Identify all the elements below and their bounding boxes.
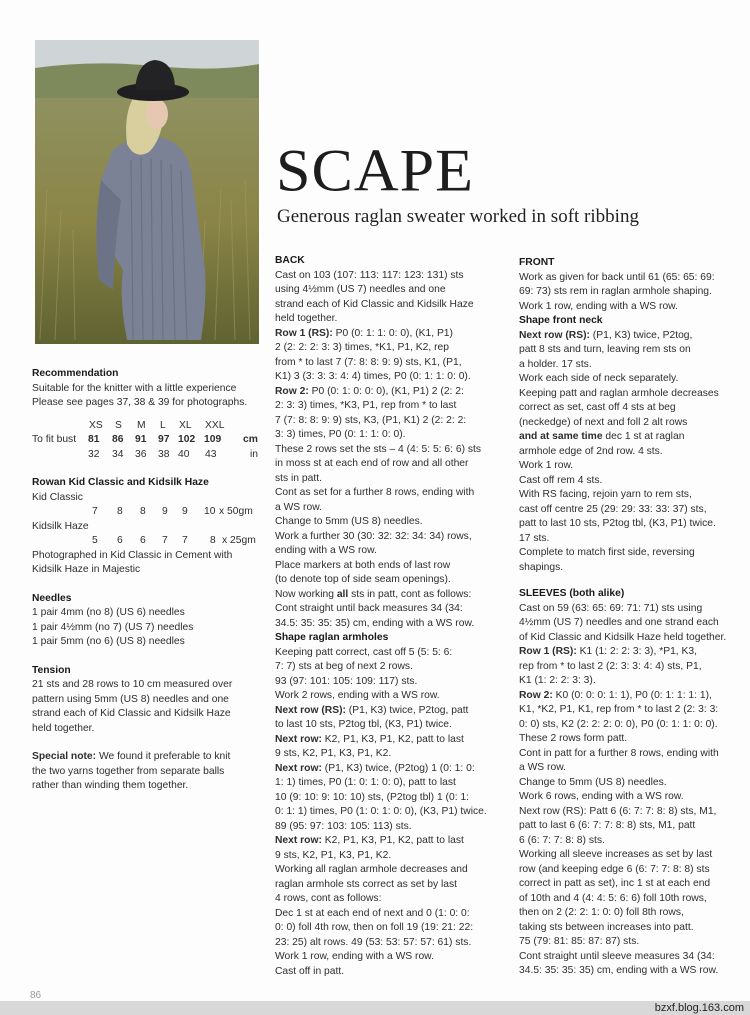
front-line: Work each side of neck separately. [519,373,679,384]
tension-line: strand each of Kid Classic and Kidsilk Haze [32,708,231,719]
back-line: 34.5: 35: 35: 35) cm, ending with a WS row. [275,617,475,629]
row-label: Row 1 (RS): [519,646,577,657]
back-line: Keeping patt correct, cast off 5 (5: 5: 6: [275,646,453,658]
front-sleeves-column [519,256,731,979]
bust-in-value: 34 [112,448,124,460]
front-line: 17 sts. [519,532,550,544]
page-number: 86 [30,990,42,1001]
tension-heading: Tension [32,664,71,676]
text-bold: all [336,588,349,600]
text: sts in patt, cont as follows: [348,588,472,600]
sleeve-line: Change to 5mm (US 8) needles. [519,776,667,788]
back-line: raglan armhole sts correct as set by last [275,878,457,890]
materials-column [32,367,266,794]
size-label: L [160,419,166,431]
watermark-bar [0,1001,750,1015]
back-line: 9 sts, K2, P1, K3, P1, K2. [275,748,392,759]
row-label: Next row: [275,762,322,774]
back-line: Cont as set for a further 8 rows, ending with [275,487,475,498]
back-line: using 4½mm (US 7) needles and one [275,284,446,295]
row-text: (P1, K3) twice, P2tog, patt [345,704,469,716]
sleeve-line: 75 (79: 81: 85: 87: 87) sts. [519,936,640,947]
front-heading: FRONT [519,257,555,268]
sleeve-line: These 2 rows form patt. [519,733,628,744]
amount-unit: x 25gm [222,535,256,546]
front-line: Complete to match first side, reversing [519,547,695,558]
shape-raglan-heading: Shape raglan armholes [275,632,389,643]
kid-classic-label: Kid Classic [32,491,83,503]
photo-note: Photographed in Kid Classic in Cement with [32,549,233,561]
back-line: in moss st at each end of row and all other [275,458,469,469]
row-text: dec 1 st at raglan [602,431,685,442]
back-line: Work 2 rows, ending with a WS row. [275,690,440,701]
bust-in-row [32,448,266,463]
back-line: Cast off in patt. [275,965,345,977]
sleeve-line: 0: 0) sts, K2 (2: 2: 2: 0: 0), P0 (0: 1: 1: 0: 0). [519,718,718,730]
back-line: 3: 3) times, P0 (0: 1: 1: 0: 0). [275,429,406,440]
bust-cm-value: 109 [204,434,222,445]
front-line: shapings. [519,561,564,573]
amount: 7 [162,535,168,546]
back-line: a WS row. [275,501,322,513]
sleeve-line: 4½mm (US 7) needles and one strand each [519,617,719,628]
sleeve-line: rep from * to last 2 (2: 3: 3: 4: 4) sts, P1, [519,660,702,672]
back-line: 4 rows, cont as follows: [275,893,382,904]
amount: 6 [140,535,146,546]
back-row2 [275,385,508,400]
page-subtitle: Generous raglan sweater worked in soft ribbing [277,206,639,227]
back-line: from * to last 7 (7: 8: 8: 9: 9) sts, K1, (P1, [275,356,462,368]
cm-unit: cm [243,434,258,445]
back-line: K1) 3 (3: 3: 3: 4: 4) times, P0 (0: 1: 1: 0: 0). [275,371,471,382]
recommendation-line: Please see pages 37, 38 & 39 for photographs. [32,397,248,408]
back-column [275,254,508,979]
sleeve-line: 6 (6: 7: 7: 8: 8) sts. [519,834,605,846]
back-row1 [275,327,508,342]
back-line: ending with a WS row. [275,545,377,556]
amount: 6 [117,535,123,546]
size-labels-row [32,419,266,434]
same-time [519,430,731,445]
back-line: Change to 5mm (US 8) needles. [275,516,423,527]
bust-in-value: 40 [178,448,190,460]
amount: 8 [140,506,146,517]
back-all-sts [275,588,508,603]
shape-neck-heading: Shape front neck [519,315,603,326]
special-note-label: Special note: [32,751,97,762]
sleeve-line: correct in patt as set), inc 1 st at each end [519,878,711,889]
size-label: XL [179,419,192,431]
front-line: 69: 73) sts rem in raglan armhole shaping. [519,286,712,297]
bust-cm-value: 81 [88,434,100,445]
next-row [275,733,508,748]
sleeve-line: patt to last 6 (6: 7: 7: 8: 8) sts, M1, patt [519,820,696,831]
recommendation-line: Suitable for the knitter with a little experience [32,382,237,394]
row-label: Row 2: [275,385,309,397]
back-line: 0: 1: 1) times, P0 (1: 0: 1: 0: 0), (K3, P1) twice. [275,806,487,817]
sleeve-line: then on 2 (2: 2: 1: 0: 0) foll 8th rows, [519,907,684,918]
back-line: 2: 3: 3) times, *K3, P1, rep from * to last [275,400,457,411]
amount: 5 [92,535,98,546]
sleeve-row1 [519,645,731,660]
bust-in-value: 38 [158,448,170,460]
row-text: P0 (0: 1: 0: 0: 0), (K1, P1) 2 (2: 2: [308,385,464,397]
photo-note: Kidsilk Haze in Majestic [32,564,141,575]
front-line: patt to last 10 sts, P2tog tbl, (K3, P1) twice. [519,518,716,529]
text: Now working [275,588,337,600]
sleeves-heading: SLEEVES (both alike) [519,588,625,599]
back-heading: BACK [275,255,305,266]
back-line: Dec 1 st at each end of next and 0 (1: 0: 0: [275,907,470,919]
back-line: 0: 0) foll 4th row, then on foll 19 (19: 21: 22: [275,922,474,933]
special-note [32,750,266,765]
bust-in-value: 32 [88,448,100,460]
sleeve-line: Cast on 59 (63: 65: 69: 71: 71) sts using [519,602,703,614]
front-line: a holder. 17 sts. [519,358,592,370]
next-row [275,834,508,849]
sleeve-row2 [519,689,731,704]
tension-line: held together. [32,722,95,734]
row-label: Next row (RS): [519,329,590,341]
back-line: 93 (97: 101: 105: 109: 117) sts. [275,675,418,687]
bust-cm-value: 91 [135,434,147,445]
front-line: armhole edge of 2nd row. 4 sts. [519,445,663,457]
amount: 8 [210,535,216,546]
size-label: XS [89,419,103,431]
sleeve-line: 34.5: 35: 35: 35) cm, ending with a WS row. [519,965,719,976]
size-label: S [115,419,122,431]
special-note-text: We found it preferable to knit [96,751,231,762]
next-row [275,704,508,719]
front-line: (neckedge) of next and foll 2 alt rows [519,416,688,428]
back-line: 23: 25) alt rows. 49 (53: 53: 57: 57: 61) sts. [275,936,472,948]
front-line: correct as set, cast off 4 sts at beg [519,402,676,413]
back-line: 1: 1) times, P0 (1: 0: 1: 0: 0), patt to last [275,777,456,788]
back-line: 7: 7) sts at beg of next 2 rows. [275,661,413,672]
model-photo [35,40,259,344]
back-line: 2 (2: 2: 2: 3: 3) times, *K1, P1, K2, rep [275,342,449,353]
needle-line: 1 pair 4½mm (no 7) (US 7) needles [32,621,194,633]
sleeve-line: row (and keeping edge 6 (6: 7: 7: 8: 8) sts [519,863,710,875]
yarn-heading: Rowan Kid Classic and Kidsilk Haze [32,477,209,488]
front-line: patt 8 sts and turn, leaving rem sts on [519,344,691,355]
row-label: and at same time [519,431,603,442]
front-line: cast off centre 25 (29: 29: 33: 33: 37) sts, [519,503,707,515]
watermark-text: bzxf.blog.163.com [654,1002,744,1014]
bust-in-value: 43 [205,448,217,460]
row-label: Next row: [275,733,322,745]
row-text: K2, P1, K3, P1, K2, patt to last [321,733,464,745]
amount: 10 [204,506,216,517]
fit-bust-label: To fit bust [32,434,77,445]
amount: 7 [182,535,188,546]
kidsilk-amounts [32,534,266,549]
special-note-line: rather than winding them together. [32,780,189,791]
next-row [519,329,731,344]
back-line: 10 (9: 10: 9: 10: 10) sts, (P2tog tbl) 1 (0: 1: [275,791,470,803]
page-title: SCAPE [276,137,474,205]
row-text: P0 (0: 1: 1: 0: 0), (K1, P1) [332,327,453,339]
sleeve-line: Cont in patt for a further 8 rows, ending with [519,747,719,759]
back-line: (to denote top of side seam openings). [275,574,451,585]
front-line: Keeping patt and raglan armhole decreases [519,387,719,399]
kidsilk-label: Kidsilk Haze [32,520,89,532]
recommendation-heading: Recommendation [32,368,119,379]
row-text: K2, P1, K3, P1, K2, patt to last [321,835,464,846]
special-note-line: the two yarns together from separate balls [32,765,225,777]
front-line: Work as given for back until 61 (65: 65: 69: [519,271,715,283]
amount: 9 [162,506,168,517]
back-line: 7 (7: 8: 8: 9: 9) sts, K3, (P1, K1) 2 (2: 2: 2: [275,414,467,426]
kid-classic-amounts [32,505,266,520]
bust-cm-value: 86 [112,434,124,445]
row-label: Row 2: [519,689,553,701]
row-label: Next row: [275,835,322,846]
in-unit: in [250,448,259,460]
back-line: sts in patt. [275,472,322,484]
bust-cm-value: 97 [158,434,170,445]
row-label: Next row (RS): [275,704,346,716]
back-line: These 2 rows set the sts – 4 (4: 5: 5: 6: 6) sts [275,443,482,455]
sleeve-line: of 10th and 4 (4: 4: 5: 6: 6) foll 10th rows, [519,892,707,904]
row-text: (P1, K3) twice, P2tog, [589,329,693,341]
sleeve-line: of Kid Classic and Kidsilk Haze held together. [519,631,727,643]
row-text: (P1, K3) twice, (P2tog) 1 (0: 1: 0: [321,762,475,774]
back-line: Cont straight until back measures 34 (34: [275,603,463,614]
front-line: Work 1 row, ending with a WS row. [519,300,678,312]
size-label: M [137,419,146,431]
sleeve-line: K1 (1: 2: 2: 3: 3). [519,675,596,686]
bust-in-value: 36 [135,448,147,460]
back-line: 9 sts, K2, P1, K3, P1, K2. [275,849,392,861]
size-label: XXL [205,419,225,431]
back-line: 89 (95: 97: 103: 105: 113) sts. [275,820,412,832]
sleeve-line: Working all sleeve increases as set by last [519,849,713,860]
back-line: Work a further 30 (30: 32: 32: 34: 34) rows, [275,530,472,542]
back-line: Cast on 103 (107: 113: 117: 123: 131) sts [275,269,464,281]
next-row [275,762,508,777]
amount: 8 [117,506,123,517]
bust-cm-row [32,433,266,448]
back-line: held together. [275,313,338,324]
needles-heading: Needles [32,592,72,604]
back-line: strand each of Kid Classic and Kidsilk Haze [275,298,474,310]
sleeve-line: K1, *K2, P1, K1, rep from * to last 2 (2: 3: 3: [519,704,719,715]
back-line: Work 1 row, ending with a WS row. [275,951,434,962]
tension-line: pattern using 5mm (US 8) needles and one [32,693,229,705]
amount-unit: x 50gm [219,506,253,517]
tension-line: 21 sts and 28 rows to 10 cm measured over [32,679,233,690]
bust-cm-value: 102 [178,434,196,445]
row-text: K1 (1: 2: 2: 3: 3), *P1, K3, [576,646,697,657]
sleeve-line: Work 6 rows, ending with a WS row. [519,791,684,802]
amount: 7 [92,506,98,517]
needle-line: 1 pair 5mm (no 6) (US 8) needles [32,636,185,647]
front-line: Work 1 row. [519,460,574,471]
amount: 9 [182,506,188,517]
front-line: With RS facing, rejoin yarn to rem sts, [519,489,692,500]
sleeve-line: a WS row. [519,762,566,773]
back-line: Working all raglan armhole decreases and [275,864,468,875]
needle-line: 1 pair 4mm (no 8) (US 6) needles [32,607,185,618]
sleeve-line: Cont straight until sleeve measures 34 (34: [519,950,715,962]
sleeve-line: taking sts between increases into patt. [519,921,694,933]
front-line: Cast off rem 4 sts. [519,474,603,486]
sleeve-line: Next row (RS): Patt 6 (6: 7: 7: 8: 8) sts, M1, [519,805,717,817]
back-line: to last 10 sts, P2tog tbl, (K3, P1) twice. [275,719,452,730]
row-text: K0 (0: 0: 0: 1: 1), P0 (0: 1: 1: 1: 1), [552,689,712,701]
row-label: Row 1 (RS): [275,327,333,339]
model-illustration [35,40,259,344]
back-line: Place markers at both ends of last row [275,559,451,571]
